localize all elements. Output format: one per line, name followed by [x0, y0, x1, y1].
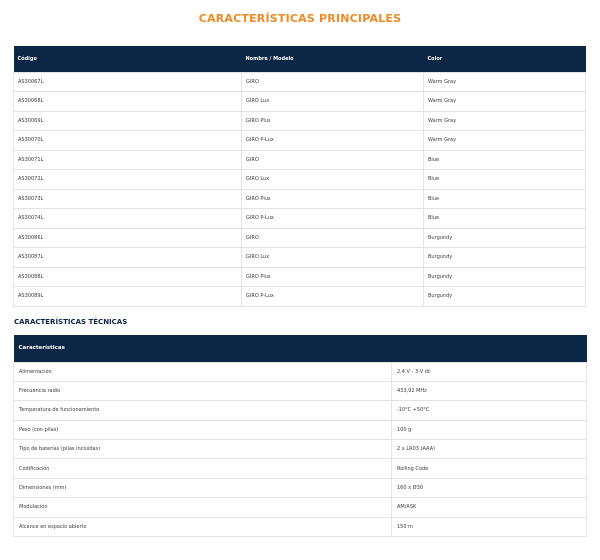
table-row — [14, 478, 587, 497]
cell-color: Warm Gray — [424, 131, 586, 151]
spec-label: Alimentación — [14, 362, 392, 381]
spec-value: 100 g — [392, 420, 587, 439]
table-row — [14, 131, 586, 151]
section-title-tecnicas: CARACTERÍSTICAS TÉCNICAS — [14, 318, 128, 326]
spec-value: 433,92 MHz — [392, 381, 587, 400]
table-row — [14, 150, 586, 170]
cell-codigo: AS30068L — [14, 92, 242, 112]
spec-value: 150 m — [392, 517, 587, 536]
spec-value: 2,4 V - 3 V dc — [392, 362, 587, 381]
column-header-modelo: Nombre / Modelo — [242, 46, 424, 72]
cell-modelo: GIRO Lux — [242, 92, 424, 112]
table-row — [14, 267, 586, 287]
spec-value: -10°C +50°C — [392, 401, 587, 420]
table-row — [14, 381, 587, 400]
cell-codigo: AS30087L — [14, 248, 242, 268]
cell-codigo: AS30088L — [14, 267, 242, 287]
cell-codigo: AS30086L — [14, 228, 242, 248]
spec-label: Modulación — [14, 498, 392, 517]
cell-color: Burgundy — [424, 287, 586, 307]
spec-label: Dimensiones (mm) — [14, 478, 392, 497]
table-row — [14, 498, 587, 517]
table-header-row — [14, 46, 586, 72]
cell-color: Burgundy — [424, 228, 586, 248]
cell-codigo: AS30070L — [14, 131, 242, 151]
cell-color: Blue — [424, 170, 586, 190]
spec-label: Tipo de baterías (pilas incluidas) — [14, 440, 392, 459]
cell-modelo: GIRO P-Lux — [242, 131, 424, 151]
table-row — [14, 209, 586, 229]
cell-codigo: AS30074L — [14, 209, 242, 229]
cell-modelo: GIRO P-Lux — [242, 287, 424, 307]
table-row — [14, 517, 587, 536]
column-header-caracteristicas: Características — [14, 335, 587, 362]
table-row — [14, 420, 587, 439]
table-row — [14, 111, 586, 131]
cell-color: Blue — [424, 189, 586, 209]
spec-label: Frecuencia radio — [14, 381, 392, 400]
cell-color: Warm Gray — [424, 111, 586, 131]
cell-codigo: AS30071L — [14, 150, 242, 170]
page-title: CARACTERÍSTICAS PRINCIPALES — [198, 12, 402, 25]
table-row — [14, 459, 587, 478]
cell-modelo: GIRO Plus — [242, 189, 424, 209]
table-row — [14, 92, 586, 112]
table-row — [14, 362, 587, 381]
table-row — [14, 72, 586, 92]
spec-label: Codificación — [14, 459, 392, 478]
cell-codigo: AS30072L — [14, 170, 242, 190]
spec-label: Alcance en espacio abierto — [14, 517, 392, 536]
cell-codigo: AS30073L — [14, 189, 242, 209]
table-row — [14, 248, 586, 268]
cell-modelo: GIRO — [242, 72, 424, 92]
table-row — [14, 189, 586, 209]
table-row — [14, 401, 587, 420]
table-row — [14, 170, 586, 190]
cell-color: Burgundy — [424, 267, 586, 287]
spec-value: 160 x Ø30 — [392, 478, 587, 497]
table-row — [14, 287, 586, 307]
column-header-color: Color — [424, 46, 586, 72]
cell-codigo: AS30069L — [14, 111, 242, 131]
spec-value: AM/ASK — [392, 498, 587, 517]
cell-codigo: AS30089L — [14, 287, 242, 307]
cell-color: Burgundy — [424, 248, 586, 268]
spec-label: Peso (con pilas) — [14, 420, 392, 439]
cell-modelo: GIRO Lux — [242, 170, 424, 190]
spec-label: Temperatura de funcionamiento — [14, 401, 392, 420]
spec-value: Rolling Code — [392, 459, 587, 478]
column-header-codigo: Código — [14, 46, 242, 72]
products-table — [13, 46, 586, 307]
specs-table — [13, 335, 587, 537]
cell-modelo: GIRO Plus — [242, 111, 424, 131]
table-header-row — [14, 335, 587, 362]
cell-color: Blue — [424, 209, 586, 229]
cell-modelo: GIRO P-Lux — [242, 209, 424, 229]
cell-modelo: GIRO — [242, 150, 424, 170]
table-row — [14, 440, 587, 459]
cell-color: Warm Gray — [424, 72, 586, 92]
table-row — [14, 228, 586, 248]
cell-modelo: GIRO Plus — [242, 267, 424, 287]
cell-color: Blue — [424, 150, 586, 170]
cell-modelo: GIRO Lux — [242, 248, 424, 268]
spec-value: 2 x LR03 (AAA) — [392, 440, 587, 459]
cell-color: Warm Gray — [424, 92, 586, 112]
cell-modelo: GIRO — [242, 228, 424, 248]
cell-codigo: AS30067L — [14, 72, 242, 92]
